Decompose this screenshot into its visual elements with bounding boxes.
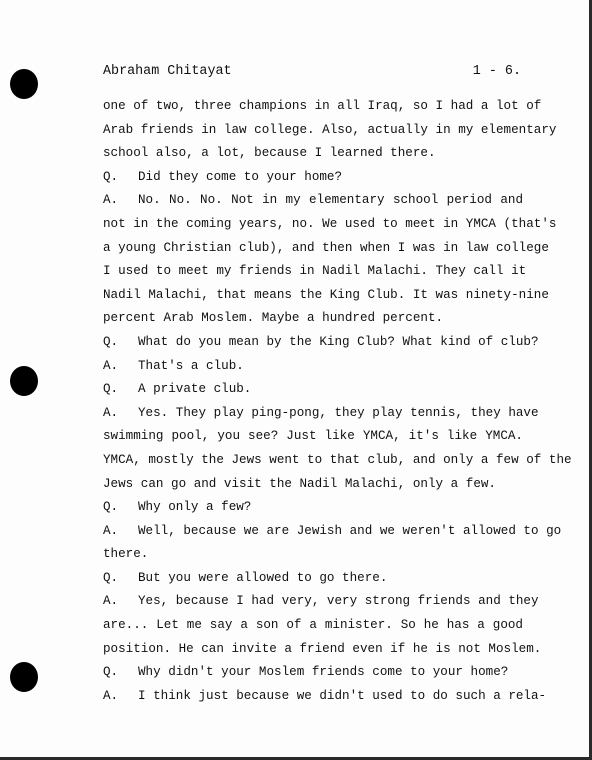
question-line (103, 496, 523, 520)
question-line (103, 166, 523, 190)
answer-line (103, 189, 523, 213)
transcript-body (103, 95, 572, 708)
speaker-label: Q. (103, 382, 119, 397)
text-line: Arab friends in law college. Also, actually in my elementary (103, 122, 557, 137)
speaker-label: A. (103, 193, 119, 208)
speaker-label: A. (103, 358, 119, 373)
text-line: there. (103, 547, 149, 562)
question-line (103, 331, 539, 355)
interviewee-name: Abraham Chitayat (103, 64, 232, 79)
question-line (103, 661, 523, 685)
answer-text: Yes. They play ping-pong, they play tennis, they have (138, 405, 539, 420)
question-text: But you were allowed to go there. (138, 570, 388, 585)
speaker-label: A. (103, 523, 119, 538)
answer-text: Well, because we are Jewish and we weren't allowed to go (138, 523, 562, 538)
speaker-label: Q. (103, 570, 119, 585)
text-line: Nadil Malachi, that means the King Club. It was ninety-nine (103, 287, 549, 302)
answer-text: Yes, because I had very, very strong friends and they (138, 594, 539, 609)
binder-hole-middle (10, 366, 38, 396)
question-text: Did they come to your home? (138, 169, 343, 184)
answer-line (103, 685, 547, 709)
question-line (103, 567, 523, 591)
text-line: percent Arab Moslem. Maybe a hundred percent. (103, 311, 444, 326)
speaker-label: Q. (103, 334, 119, 349)
text-line: a young Christian club), and then when I was in law college (103, 240, 549, 255)
answer-line (103, 520, 562, 544)
text-line: are... Let me say a son of a minister. So he has a good (103, 618, 523, 633)
speaker-label: A. (103, 688, 119, 703)
binder-hole-top (10, 69, 38, 99)
question-line (103, 378, 523, 402)
speaker-label: Q. (103, 169, 119, 184)
answer-line (103, 402, 539, 426)
text-line: position. He can invite a friend even if he is not Moslem. (103, 641, 542, 656)
text-line: not in the coming years, no. We used to meet in YMCA (that's (103, 216, 557, 231)
text-line: Jews can go and visit the Nadil Malachi, only a few. (103, 476, 496, 491)
question-text: A private club. (138, 382, 252, 397)
speaker-label: A. (103, 405, 119, 420)
speaker-label: Q. (103, 500, 119, 515)
answer-line (103, 590, 539, 614)
text-line: YMCA, mostly the Jews went to that club, and only a few of the (103, 452, 572, 467)
question-text: Why didn't your Moslem friends come to your home? (138, 665, 509, 680)
text-line: school also, a lot, because I learned there. (103, 146, 436, 161)
answer-text: No. No. No. Not in my elementary school period and (138, 193, 523, 208)
binder-hole-bottom (10, 662, 38, 692)
text-line: swimming pool, you see? Just like YMCA, it's like YMCA. (103, 429, 523, 444)
answer-line (103, 355, 523, 379)
question-text: Why only a few? (138, 500, 252, 515)
answer-text: That's a club. (138, 358, 244, 373)
answer-text: I think just because we didn't used to do such a rela- (138, 688, 547, 703)
page-header (103, 62, 521, 82)
speaker-label: A. (103, 594, 119, 609)
page-number: 1 - 6. (472, 64, 521, 79)
text-line: I used to meet my friends in Nadil Malachi. They call it (103, 264, 527, 279)
speaker-label: Q. (103, 665, 119, 680)
question-text: What do you mean by the King Club? What kind of club? (138, 334, 539, 349)
text-line: one of two, three champions in all Iraq, so I had a lot of (103, 99, 542, 113)
